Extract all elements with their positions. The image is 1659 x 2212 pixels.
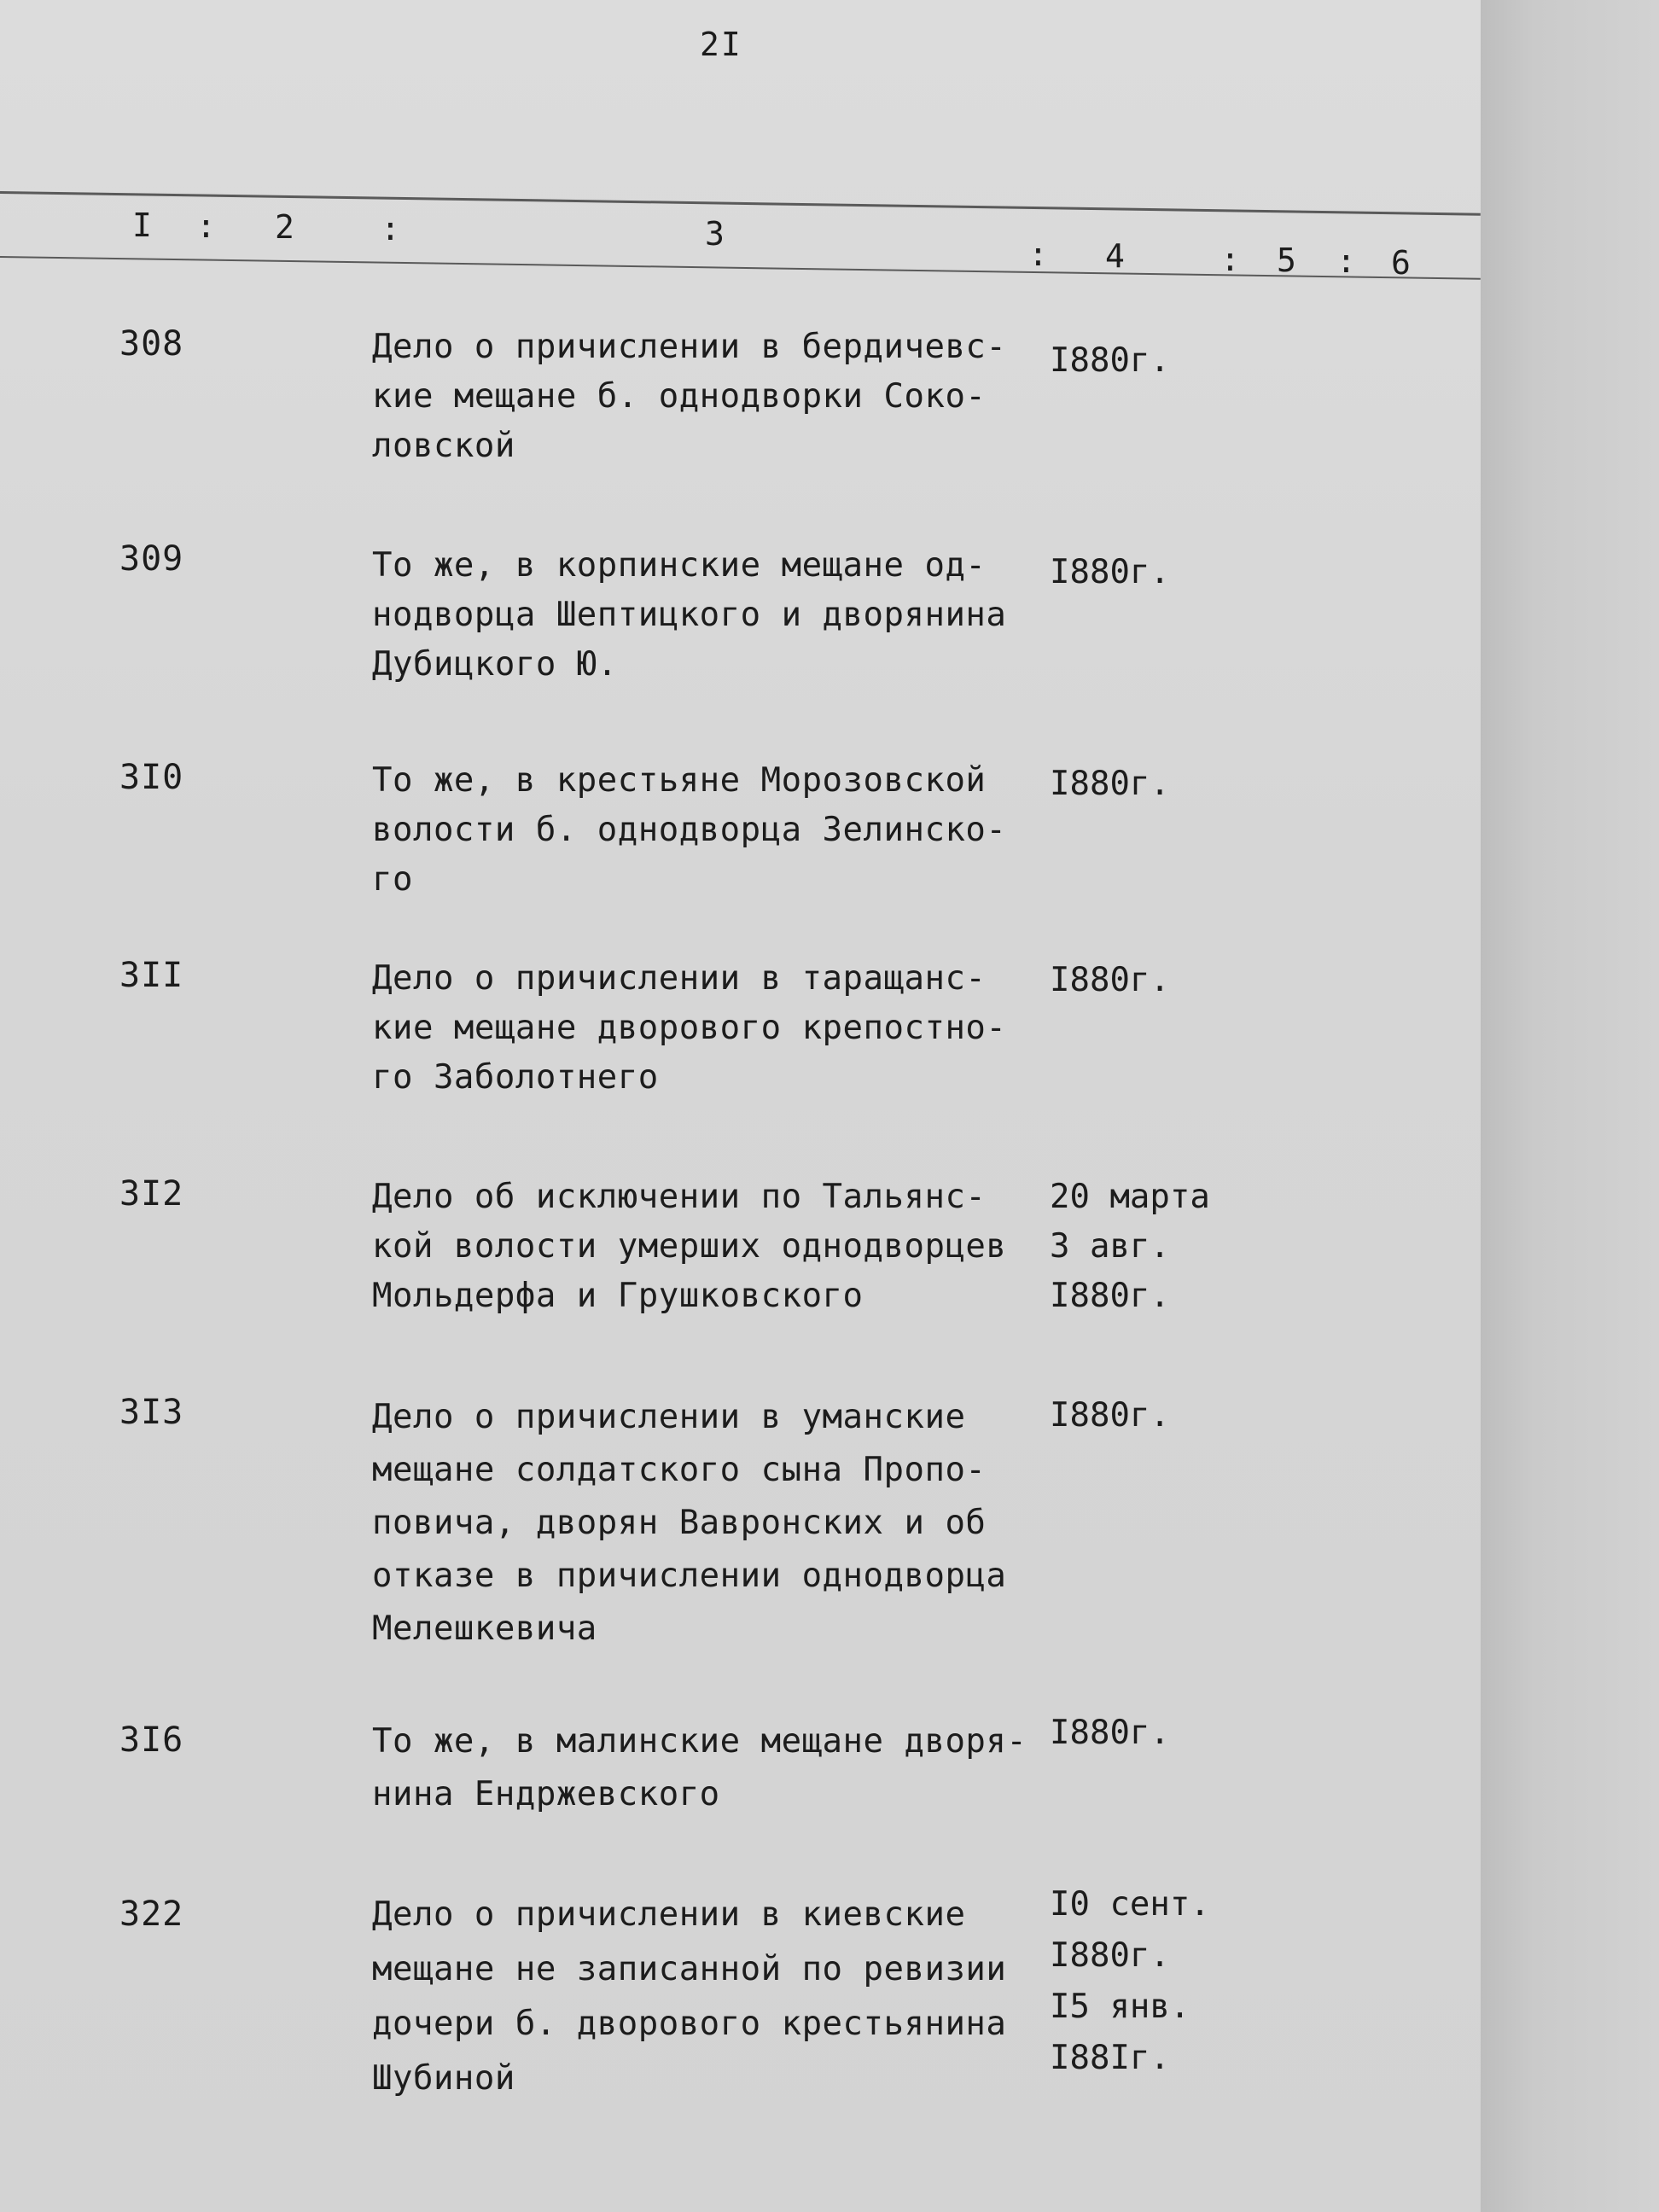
description-line: То же, в крестьяне Морозовской — [372, 761, 987, 800]
description-line: То же, в малинские мещане дворя- — [372, 1722, 1027, 1761]
description-line: Дело о причислении в уманские — [372, 1398, 966, 1436]
description-line: Дело о причислении в киевские — [372, 1895, 966, 1934]
description-line: го — [372, 860, 413, 899]
description-line: го Заболотнего — [372, 1058, 659, 1097]
entry-number: 3I6 — [119, 1720, 184, 1760]
header-sep-4: : — [1220, 241, 1240, 278]
date-line: I880г. — [1050, 1396, 1170, 1435]
description-line: Дубицкого Ю. — [372, 645, 618, 684]
date-line: I880г. — [1050, 1277, 1170, 1315]
description-line: Дело о причислении в таращанс- — [372, 959, 987, 998]
description-line: кой волости умерших однодворцев — [372, 1227, 1007, 1266]
entry-description — [372, 1888, 1038, 2106]
description-line: То же, в корпинские мещане од- — [372, 546, 987, 585]
description-line: дочери б. дворового крестьянина — [372, 2005, 1007, 2043]
header-col-6: 6 — [1391, 244, 1411, 282]
date-line: 20 марта — [1050, 1178, 1210, 1216]
entry-date — [1050, 1879, 1210, 2084]
entry-date — [1050, 1708, 1170, 1758]
entry-description — [372, 756, 1038, 905]
description-line: волости б. однодворца Зелинско- — [372, 811, 1007, 849]
page-number: 2I — [700, 26, 742, 63]
description-line: мещане не записанной по ревизии — [372, 1950, 1007, 1988]
description-line: нодворца Шептицкого и дворянина — [372, 596, 1007, 634]
date-line: 3 авг. — [1050, 1227, 1170, 1266]
description-line: Мелешкевича — [372, 1610, 597, 1648]
entry-number: 308 — [119, 324, 184, 364]
description-line: ловской — [372, 427, 515, 465]
entry-number: 3I2 — [119, 1174, 184, 1214]
date-line: I880г. — [1050, 961, 1170, 999]
entry-description — [372, 954, 1038, 1103]
header-top-rule — [0, 191, 1481, 216]
entry-description — [372, 541, 1038, 690]
date-line: I880г. — [1050, 341, 1170, 380]
description-line: нина Ендржевского — [372, 1775, 720, 1813]
header-col-3: 3 — [705, 215, 725, 253]
date-line: I880г. — [1050, 1936, 1170, 1975]
entry-number: 3I0 — [119, 758, 184, 797]
header-sep-1: : — [196, 207, 216, 245]
date-line: I880г. — [1050, 1714, 1170, 1752]
description-line: кие мещане б. однодворки Соко- — [372, 377, 987, 416]
page-edge-background — [1481, 0, 1659, 2212]
description-line: отказе в причислении однодворца — [372, 1557, 1007, 1595]
entry-date — [1050, 548, 1170, 597]
header-col-5: 5 — [1277, 242, 1296, 279]
header-col-4: 4 — [1105, 237, 1125, 275]
entry-description — [372, 323, 1038, 471]
entry-date — [1050, 956, 1170, 1005]
entry-number: 322 — [119, 1895, 184, 1934]
date-line: I0 сент. — [1050, 1885, 1210, 1924]
description-line: Мольдерфа и Грушковского — [372, 1277, 864, 1315]
date-line: I880г. — [1050, 553, 1170, 591]
entry-number: 309 — [119, 539, 184, 579]
header-bottom-rule — [0, 256, 1481, 280]
description-line: Дело о причислении в бердичевс- — [372, 328, 1007, 366]
header-col-1: I — [132, 207, 152, 244]
date-line: I88Iг. — [1050, 2039, 1170, 2077]
date-line: I880г. — [1050, 765, 1170, 803]
entry-date — [1050, 1391, 1170, 1441]
entry-date — [1050, 336, 1170, 386]
header-sep-3: : — [1028, 236, 1048, 273]
date-line: I5 янв. — [1050, 1988, 1190, 2026]
description-line: повича, дворян Вавронских и об — [372, 1504, 987, 1542]
description-line: кие мещане дворового крепостно- — [372, 1009, 1007, 1047]
description-line: мещане солдатского сына Пропо- — [372, 1451, 987, 1489]
entry-description — [372, 1715, 1038, 1821]
entry-number: 3II — [119, 956, 184, 995]
entry-date — [1050, 760, 1170, 809]
entry-description — [372, 1391, 1038, 1656]
entry-description — [372, 1173, 1038, 1321]
header-col-2: 2 — [275, 208, 294, 246]
entry-date — [1050, 1173, 1210, 1321]
entry-number: 3I3 — [119, 1393, 184, 1432]
description-line: Дело об исключении по Тальянс- — [372, 1178, 987, 1216]
description-line: Шубиной — [372, 2059, 515, 2098]
header-sep-5: : — [1336, 242, 1356, 280]
header-sep-2: : — [381, 210, 400, 247]
